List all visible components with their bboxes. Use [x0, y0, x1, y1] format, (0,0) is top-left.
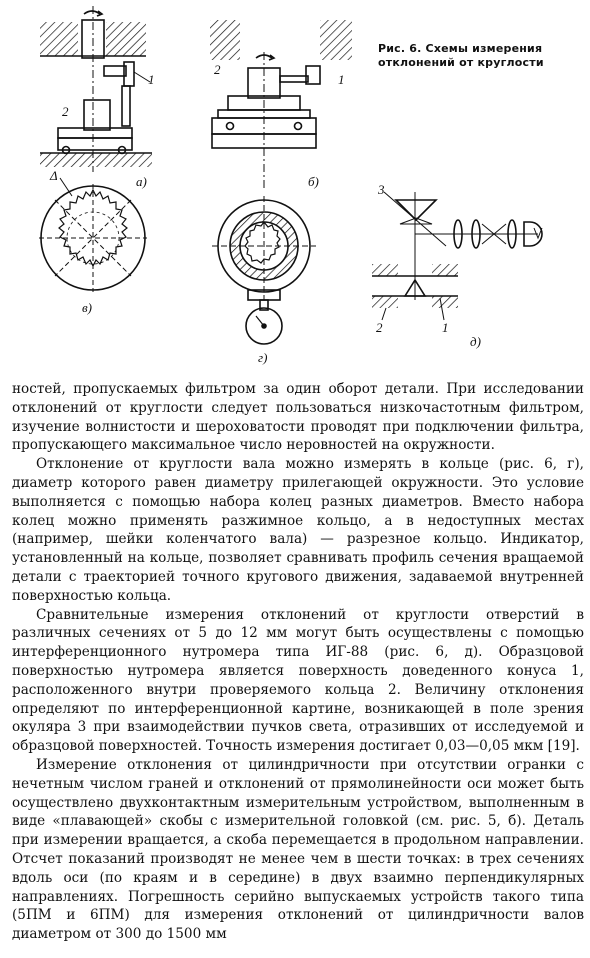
label-scheme-d: д) [470, 334, 481, 349]
body-text [12, 380, 584, 944]
figure-6 [0, 0, 590, 378]
caption-line-1: Рис. 6. Схемы измерения [378, 42, 543, 55]
scheme-g [212, 196, 316, 344]
scheme-d [372, 192, 542, 320]
scheme-b [210, 20, 352, 190]
label-scheme-g: г) [258, 350, 268, 365]
label-1-d: 1 [442, 320, 449, 335]
figure-caption [378, 42, 578, 70]
scheme-v [39, 178, 147, 292]
scheme-a [40, 6, 152, 172]
paragraph-3: Сравнительные измерения отклонений от круглости отверстий в различных сечениях от 5 до 12 мм могут быть осуществлены с помощью интерференционного нутромера типа ИГ-88 (рис. 6, д). Образцовой поверхностью нутромера является поверхность доведенного конуса 1, расположенного внутри проверяемого кольца 2. Величину отклонения определяют по интерференционной картине, возникающей в поле зрения окуляра 3 при взаимодействии пучков света, отразивших от исследуемой и образцовой поверхностей. Точность измерения достигает 0,03—0,05 мкм [19]. [12, 606, 584, 755]
paragraph-1: ностей, пропускаемых фильтром за один оборот детали. При исследовании отклонений от круглости следует пользоваться низкочастотным фильтром, изучение волнистости и шероховатости проводят при подключении фильтра, пропускающего максимальное число неровностей на окружности. [12, 381, 584, 454]
label-2-d: 2 [376, 320, 383, 335]
paragraph-2: Отклонение от круглости вала можно измерять в кольце (рис. 6, г), диаметр которого равен диаметру прилегающей окружности. Это условие выполняется с помощью набора колец разных диаметров. Вместо набора колец можно применять разжимное кольцо, а в недоступных местах (например, шейки коленчатого вала) — разрезное кольцо. Индикатор, установленный на кольце, позволяет сравнивать профиль сечения вращаемой детали с траекторией точного кругового движения, задаваемой внутренней поверхностью кольца. [12, 456, 584, 604]
label-2-a: 2 [62, 104, 69, 119]
label-scheme-b: б) [308, 174, 319, 189]
label-2-b: 2 [214, 62, 221, 77]
paragraph-4: Измерение отклонения от цилиндричности при отсутствии огранки с нечетным числом граней и отклонений от прямолинейности оси может быть осуществлено двухконтактным измерительным устройством, выполненным в виде «плавающей» скобы с измерительной головкой (см. рис. 5, б). Деталь при измерении вращается, а скоба перемещается в продольном направлении. Отсчет показаний производят не менее чем в шести точках: в трех сечениях вдоль оси (по краям и в середине) в двух взаимно перпендикулярных направлениях. Погрешность серийно выпускаемых устройств такого типа (5ПМ и 6ПМ) для измерения отклонений от цилиндричности валов диаметром от 300 до 1500 мм [12, 756, 584, 943]
label-1-a: 1 [148, 72, 155, 87]
label-3-d: 3 [378, 182, 385, 197]
label-scheme-v: в) [82, 300, 92, 315]
label-1-b: 1 [338, 72, 345, 87]
caption-line-2: отклонений от круглости [378, 56, 544, 69]
label-scheme-a: а) [136, 174, 147, 189]
label-delta: Δ [50, 168, 58, 183]
